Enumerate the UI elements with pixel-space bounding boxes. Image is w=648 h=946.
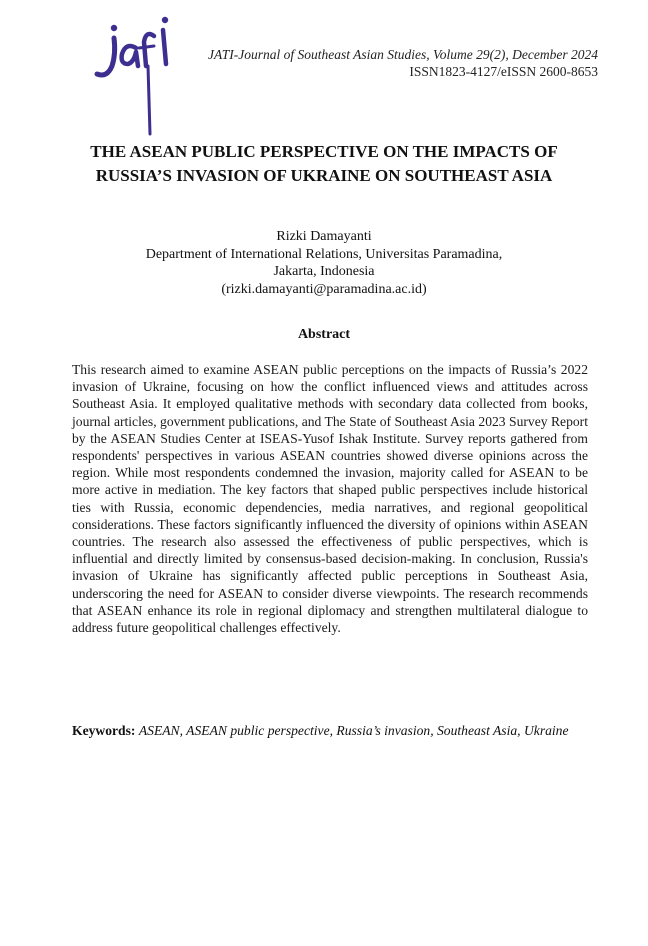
journal-issn: ISSN1823-4127/eISSN 2600-8653 bbox=[409, 64, 598, 79]
author-email: (rizki.damayanti@paramadina.ac.id) bbox=[221, 281, 427, 297]
author-name: Rizki Damayanti bbox=[276, 229, 372, 244]
keywords bbox=[72, 722, 572, 739]
paper-title-line-1: THE ASEAN PUBLIC PERSPECTIVE ON THE IMPACTS OF bbox=[90, 142, 558, 161]
keywords-values: ASEAN, ASEAN public perspective, Russia’s invasion, Southeast Asia, Ukraine bbox=[138, 723, 569, 738]
author-affiliation-line-2: Jakarta, Indonesia bbox=[273, 264, 375, 279]
keywords-label: Keywords: bbox=[72, 723, 136, 738]
author-affiliation-line-1: Department of International Relations, Universitas Paramadina, bbox=[145, 246, 503, 262]
journal-citation: JATI-Journal of Southeast Asian Studies, Volume 29(2), December 2024 bbox=[208, 47, 598, 62]
paper-title-line-2: RUSSIA’S INVASION OF UKRAINE ON SOUTHEAST ASIA bbox=[95, 166, 553, 185]
journal-logo bbox=[92, 14, 176, 138]
author-block bbox=[60, 228, 588, 298]
abstract-text: This research aimed to examine ASEAN public perceptions on the impacts of Russia’s 2022 invasion of Ukraine, focusing on how the conflict influenced views and attitudes across Southeast Asia. It employed qualitative methods with secondary data collected from books, journal articles, government publications, and The State of Southeast Asia 2023 Survey Report by the ASEAN Studies Center at ISEAS-Yusof Ishak Institute. Survey reports gathered from respondents' perspectives in various ASEAN countries showed diverse opinions across the region. While most respondents condemned the invasion, majority called for ASEAN to be more active in mediation. The key factors that shaped public perspectives include historical ties with Russia, economic dependencies, media narratives, and regional geopolitical considerations. These factors significantly influenced the diversity of opinions within ASEAN countries. The research also assessed the effectiveness of public perspectives, which is influential and directly limited by consensus-based decision-making. In conclusion, Russia's invasion of Ukraine has significantly affected public perceptions in Southeast Asia, underscoring the need for ASEAN to consider diverse viewpoints. The research recommends that ASEAN enhance its role in regional diplomacy and strengthen multilateral dialogue to address future geopolitical challenges effectively. bbox=[72, 362, 588, 636]
abstract-heading: Abstract bbox=[297, 327, 351, 342]
journal-info bbox=[208, 46, 598, 80]
paper-title bbox=[40, 140, 608, 188]
